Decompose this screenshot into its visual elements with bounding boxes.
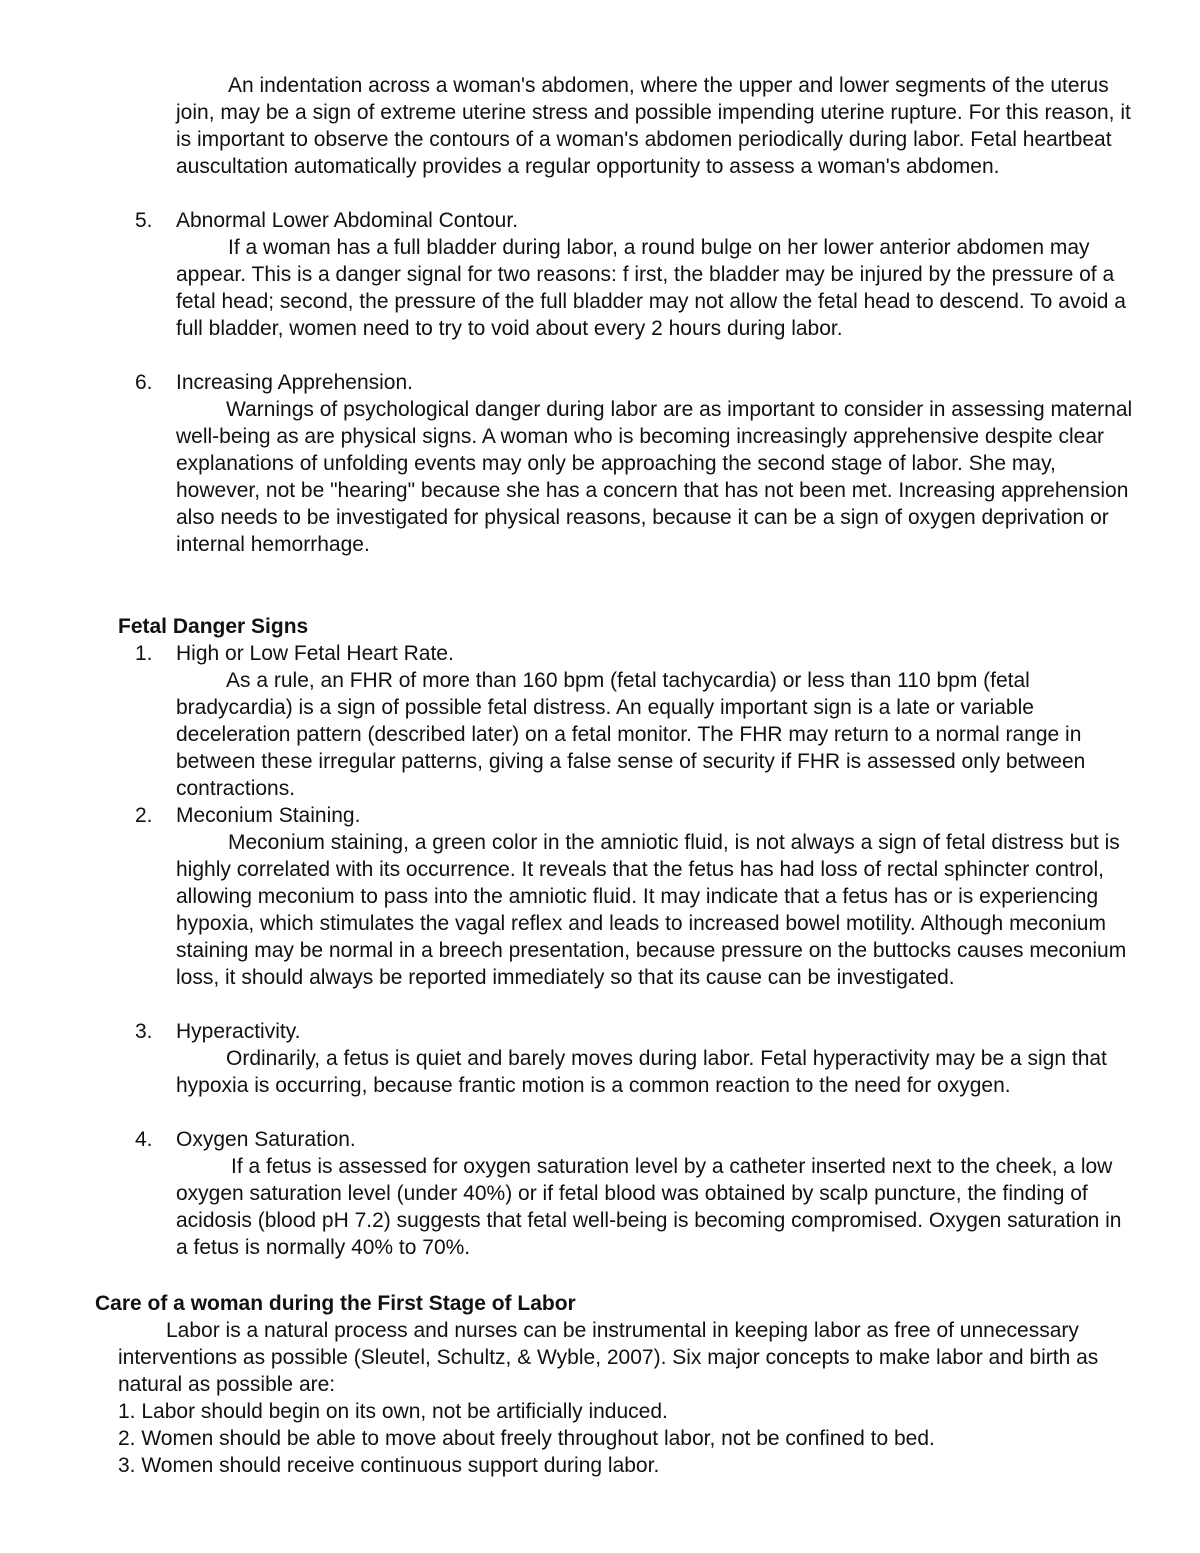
list-number: 2. — [135, 804, 153, 827]
fetal-item-4-title-row — [135, 1126, 1135, 1153]
list-item-title: Abnormal Lower Abdominal Contour. — [176, 209, 519, 232]
fetal-danger-heading: Fetal Danger Signs — [118, 615, 309, 638]
maternal-item-5-title-row — [135, 207, 1135, 234]
fetal-item-1-title-row — [135, 640, 1135, 667]
list-item-title: Increasing Apprehension. — [176, 371, 413, 394]
list-number: 1. — [135, 642, 153, 665]
fetal-item-3-title-row — [135, 1018, 1135, 1045]
list-number: 3. — [135, 1020, 153, 1043]
list-item-title: Meconium Staining. — [176, 804, 361, 827]
list-number: 4. — [135, 1128, 153, 1151]
care-list-item-1: 1. Labor should begin on its own, not be artificially induced. — [118, 1400, 668, 1423]
care-list-item-2: 2. Women should be able to move about freely throughout labor, not be confined to bed. — [118, 1427, 935, 1450]
care-list-item-3: 3. Women should receive continuous support during labor. — [118, 1454, 660, 1477]
care-paragraph: Labor is a natural process and nurses can be instrumental in keeping labor as free of unnecessary interventions as possible (Sleutel, Schultz, & Wyble, 2007). Six major concepts to make labor and birth as natural as possible are: — [118, 1319, 1099, 1396]
maternal-item-6-body: Warnings of psychological danger during labor are as important to consider in assessing maternal well-being as are physical signs. A woman who is becoming increasingly apprehensive despite clear explanations of unfolding events may only be approaching the second stage of labor. She may, however, not be "hearing" because she has a concern that has not been met. Increasing apprehension also needs to be investigated for physical reasons, because it can be a sign of oxygen deprivation or internal hemorrhage. — [176, 398, 1133, 556]
list-item-title: High or Low Fetal Heart Rate. — [176, 642, 454, 665]
fetal-item-3-body: Ordinarily, a fetus is quiet and barely moves during labor. Fetal hyperactivity may be a sign that hypoxia is occurring, because frantic motion is a common reaction to the need for oxygen. — [176, 1047, 1107, 1097]
fetal-item-2-body: Meconium staining, a green color in the amniotic fluid, is not always a sign of fetal distress but is highly correlated with its occurrence. It reveals that the fetus has had loss of rectal sphincter control, allowing meconium to pass into the amniotic fluid. It may indicate that a fetus has or is experiencing hypoxia, which stimulates the vagal reflex and leads to increased bowel motility. Although meconium staining may be normal in a breech presentation, because pressure on the buttocks causes meconium loss, it should always be reported immediately so that its cause can be investigated. — [176, 831, 1127, 989]
maternal-item-5-body: If a woman has a full bladder during labor, a round bulge on her lower anterior abdomen may appear. This is a danger signal for two reasons: f irst, the bladder may be injured by the pressure of a fetal head; second, the pressure of the full bladder may not allow the fetal head to descend. To avoid a full bladder, women need to try to void about every 2 hours during labor. — [176, 236, 1126, 340]
list-number: 6. — [135, 371, 153, 394]
fetal-item-1-body: As a rule, an FHR of more than 160 bpm (fetal tachycardia) or less than 110 bpm (fetal bradycardia) is a sign of possible fetal distress. An equally important sign is a late or variable deceleration pattern (described later) on a fetal monitor. The FHR may return to a normal range in between these irregular patterns, giving a false sense of security if FHR is assessed only between contractions. — [176, 669, 1086, 800]
fetal-item-2-title-row — [135, 802, 1135, 829]
list-number: 5. — [135, 209, 153, 232]
intro-paragraph: An indentation across a woman's abdomen, where the upper and lower segments of the uterus join, may be a sign of extreme uterine stress and possible impending uterine rupture. For this reason, it is important to observe the contours of a woman's abdomen periodically during labor. Fetal heartbeat auscultation automatically provides a regular opportunity to assess a woman's abdomen. — [176, 74, 1131, 178]
list-item-title: Hyperactivity. — [176, 1020, 301, 1043]
care-heading: Care of a woman during the First Stage of Labor — [95, 1292, 576, 1315]
list-item-title: Oxygen Saturation. — [176, 1128, 356, 1151]
maternal-item-6-title-row — [135, 369, 1135, 396]
fetal-item-4-body: If a fetus is assessed for oxygen saturation level by a catheter inserted next to the cheek, a low oxygen saturation level (under 40%) or if fetal blood was obtained by scalp puncture, the finding of acidosis (blood pH 7.2) suggests that fetal well-being is becoming compromised. Oxygen saturation in a fetus is normally 40% to 70%. — [176, 1155, 1122, 1259]
